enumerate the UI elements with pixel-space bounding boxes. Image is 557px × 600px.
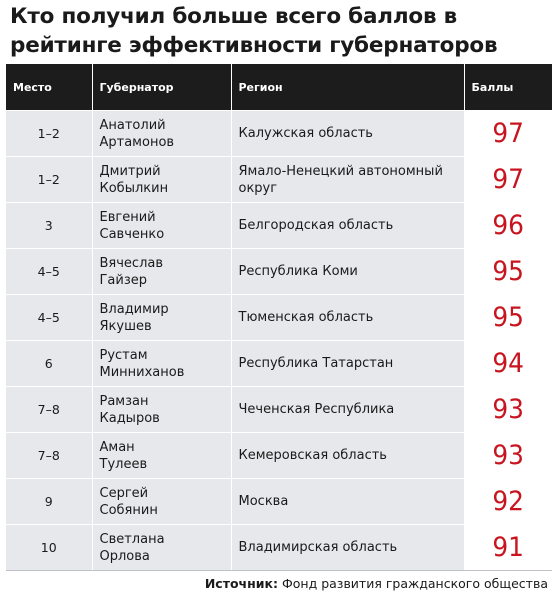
score-value: 95 bbox=[492, 302, 525, 333]
place-cell: 6 bbox=[6, 341, 92, 387]
score-value: 93 bbox=[492, 394, 525, 425]
score-value: 95 bbox=[492, 256, 525, 287]
source-label: Источник: bbox=[204, 576, 279, 591]
governor-first-name: Рамзан bbox=[99, 393, 149, 409]
governor-cell bbox=[92, 341, 231, 387]
governor-first-name: Рустам bbox=[99, 347, 148, 363]
place-cell: 4–5 bbox=[6, 249, 92, 295]
governor-cell bbox=[92, 387, 231, 433]
governor-cell bbox=[92, 157, 231, 203]
governor-last-name: Тулеев bbox=[99, 456, 148, 472]
table-row bbox=[6, 249, 552, 295]
place-cell: 10 bbox=[6, 525, 92, 571]
governor-last-name: Кобылкин bbox=[99, 180, 169, 196]
governor-first-name: Аман bbox=[99, 439, 135, 455]
governor-last-name: Артамонов bbox=[99, 134, 175, 150]
score-cell bbox=[464, 387, 552, 433]
region-cell: Калужская область bbox=[231, 111, 464, 157]
table-header-row bbox=[6, 64, 552, 111]
score-value: 96 bbox=[492, 210, 525, 241]
region-cell: Владимирская область bbox=[231, 525, 464, 571]
score-cell bbox=[464, 295, 552, 341]
score-cell bbox=[464, 433, 552, 479]
governor-cell bbox=[92, 295, 231, 341]
region-cell: Кемеровская область bbox=[231, 433, 464, 479]
score-cell bbox=[464, 525, 552, 571]
governor-first-name: Дмитрий bbox=[99, 163, 161, 179]
table-row bbox=[6, 341, 552, 387]
table-row bbox=[6, 479, 552, 525]
region-cell: Тюменская область bbox=[231, 295, 464, 341]
score-cell bbox=[464, 479, 552, 525]
governor-cell bbox=[92, 249, 231, 295]
score-value: 97 bbox=[492, 164, 525, 195]
governor-cell bbox=[92, 433, 231, 479]
governor-first-name: Анатолий bbox=[99, 117, 166, 133]
governor-last-name: Гайзер bbox=[99, 272, 148, 288]
place-cell: 7–8 bbox=[6, 433, 92, 479]
governor-cell bbox=[92, 525, 231, 571]
region-cell: Республика Коми bbox=[231, 249, 464, 295]
governor-last-name: Кадыров bbox=[99, 410, 160, 426]
governors-rating-table bbox=[6, 64, 552, 571]
place-cell: 4–5 bbox=[6, 295, 92, 341]
score-value: 93 bbox=[492, 440, 525, 471]
score-cell bbox=[464, 203, 552, 249]
governor-cell bbox=[92, 111, 231, 157]
table-row bbox=[6, 203, 552, 249]
governor-first-name: Евгений bbox=[99, 209, 156, 225]
governor-last-name: Савченко bbox=[99, 226, 165, 242]
page-title: Кто получил больше всего баллов в рейтинге эффективности губернаторов bbox=[10, 4, 498, 58]
table-row bbox=[6, 157, 552, 203]
governor-last-name: Собянин bbox=[99, 502, 158, 518]
place-cell: 1–2 bbox=[6, 111, 92, 157]
score-cell bbox=[464, 341, 552, 387]
region-cell: Республика Татарстан bbox=[231, 341, 464, 387]
region-cell: Ямало-Ненецкий автономный округ bbox=[231, 157, 464, 203]
column-header-region: Регион bbox=[231, 64, 464, 111]
governor-last-name: Минниханов bbox=[99, 364, 185, 380]
column-header-place: Место bbox=[6, 64, 92, 111]
governor-last-name: Орлова bbox=[99, 548, 150, 564]
place-cell: 1–2 bbox=[6, 157, 92, 203]
column-header-governor: Губернатор bbox=[92, 64, 231, 111]
governor-first-name: Светлана bbox=[99, 531, 165, 547]
governor-first-name: Владимир bbox=[99, 301, 169, 317]
place-cell: 9 bbox=[6, 479, 92, 525]
table-row bbox=[6, 433, 552, 479]
place-cell: 7–8 bbox=[6, 387, 92, 433]
score-cell bbox=[464, 249, 552, 295]
table-row bbox=[6, 295, 552, 341]
governor-cell bbox=[92, 203, 231, 249]
governor-first-name: Сергей bbox=[99, 485, 149, 501]
column-header-score: Баллы bbox=[464, 64, 552, 111]
table-row bbox=[6, 525, 552, 571]
score-value: 92 bbox=[492, 486, 525, 517]
source-note bbox=[205, 576, 548, 591]
governor-last-name: Якушев bbox=[99, 318, 152, 334]
governor-first-name: Вячеслав bbox=[99, 255, 164, 271]
table-row bbox=[6, 111, 552, 157]
score-cell bbox=[464, 111, 552, 157]
region-cell: Белгородская область bbox=[231, 203, 464, 249]
score-value: 94 bbox=[492, 348, 525, 379]
table-row bbox=[6, 387, 552, 433]
region-cell: Москва bbox=[231, 479, 464, 525]
score-cell bbox=[464, 157, 552, 203]
place-cell: 3 bbox=[6, 203, 92, 249]
score-value: 91 bbox=[492, 532, 525, 563]
governor-cell bbox=[92, 479, 231, 525]
source-text: Фонд развития гражданского общества bbox=[282, 576, 548, 591]
score-value: 97 bbox=[492, 118, 525, 149]
region-cell: Чеченская Республика bbox=[231, 387, 464, 433]
